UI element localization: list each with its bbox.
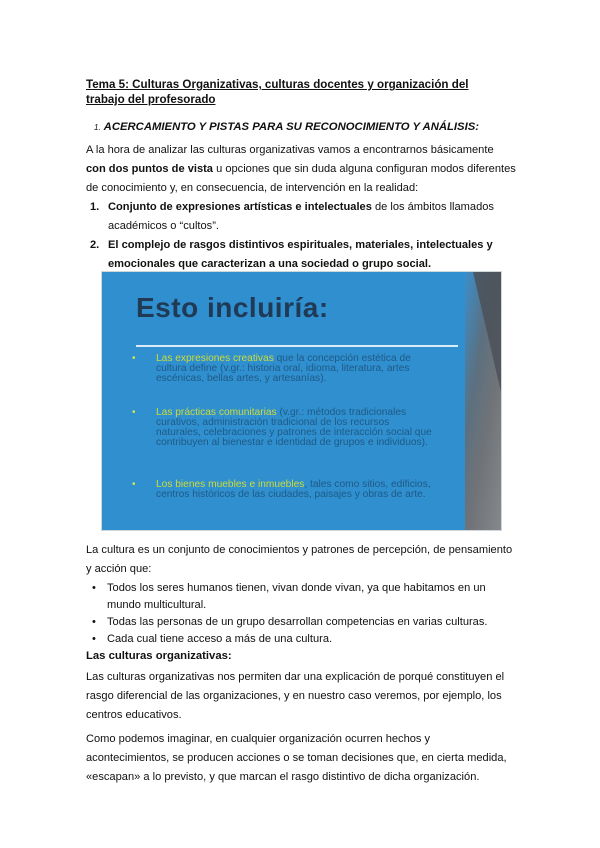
bullet-icon: • [132,407,136,418]
list-item-bold: El complejo de rasgos distintivos espirituales, materiales, intelectuales y emocionales que caracterizan a una sociedad o grupo social. [108,239,493,270]
list-item [86,614,516,631]
list-item [86,631,516,648]
bullet-icon: • [132,353,136,364]
slide-decoration-corner [473,272,501,392]
list-number: 2. [90,239,100,251]
document-title: Tema 5: Culturas Organizativas, culturas docentes y organización del trabajo del profesorado [86,78,469,106]
intro-bold: con dos puntos de vista [86,163,213,175]
slide-bullet-text: , tales como sitios, edificios, centros históricos de las ciudades, paisajes y obras de arte. [156,479,431,500]
intro-text-1: A la hora de analizar las culturas organizativas vamos a encontrarnos básicamente [86,144,494,156]
slide-bullet [132,408,432,448]
list-item [86,236,516,274]
list-item-bold: Conjunto de expresiones artísticas e intelectuales [108,201,372,213]
slide-bullet-text: que la concepción estética de cultura define (v.gr.: historia oral, idioma, literatura, artes escénicas, bellas artes, y artesanías). [156,353,411,384]
slide-bullet-highlight: Las prácticas comunitarias [156,407,277,418]
bullet-icon: • [92,616,96,628]
section-heading [94,121,479,133]
culture-paragraph: La cultura es un conjunto de conocimientos y patrones de percepción, de pensamiento y acción que: [86,544,513,575]
bullet-icon: • [132,479,136,490]
bullet-icon: • [92,582,96,594]
slide-bullet-text: (v.gr.: métodos tradicionales curativos, administración tradicional de los recursos naturales, celebraciones y patrones de interacción social que contribuyen al bienestar e identidad de grupos e individuos). [156,407,432,448]
closing-paragraph: Como podemos imaginar, en cualquier organización ocurren hechos y acontecimientos, se producen acciones o se toman decisiones que, en cierta medida, «escapan» a lo previsto, y que marcan el rasgo distintivo de dicha organización. [86,733,507,783]
section-number: 1. [94,123,101,132]
intro-text-2: u opciones que sin duda alguna configuran modos diferentes de conocimiento y, en consecuencia, de intervención en la realidad: [86,163,516,194]
list-item [86,580,516,614]
slide-title: Esto incluiría: [136,292,329,323]
section-heading-text: ACERCAMIENTO Y PISTAS PARA SU RECONOCIMIENTO Y ANÁLISIS: [103,121,480,133]
organizations-paragraph: Las culturas organizativas nos permiten dar una explicación de porqué constituyen el rasgo diferencial de las organizaciones, y en nuestro caso veremos, por ejemplo, los centros educativos. [86,671,505,721]
bullet-icon: • [92,633,96,645]
slide-image [101,271,502,531]
numbered-list [86,198,516,274]
slide-divider [136,345,458,347]
subheading: Las culturas organizativas: [86,650,232,662]
slide-bullet [132,354,432,384]
list-item-text: Todas las personas de un grupo desarrollan competencias en varias culturas. [107,616,488,628]
slide-bullet-highlight: Los bienes muebles e inmuebles [156,479,305,490]
list-item [86,198,516,236]
slide-bullet [132,480,432,500]
list-item-rest: de los ámbitos llamados académicos o “cultos”. [108,201,494,232]
slide-bullet-highlight: Las expresiones creativas [156,353,274,364]
bullet-list [86,580,516,648]
list-item-text: Todos los seres humanos tienen, vivan donde vivan, ya que habitamos en un mundo multicultural. [107,582,486,611]
list-item-text: Cada cual tiene acceso a más de una cultura. [107,633,333,645]
intro-paragraph [86,141,516,198]
list-number: 1. [90,201,100,213]
